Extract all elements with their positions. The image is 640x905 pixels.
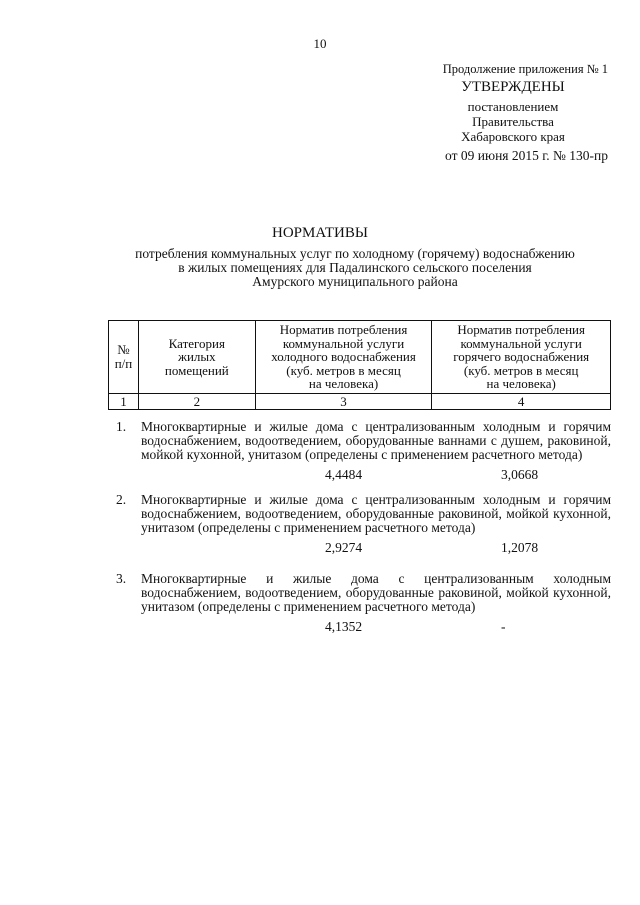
row-number: 2. [116, 492, 127, 507]
row-values [108, 468, 611, 486]
approval-line-3: Хабаровского края [461, 129, 565, 144]
row-description: Многоквартирные и жилые дома с централизованным холодным и горячим водоснабжением, водоотведением, оборудованные раковиной, мойкой кухонной, унитазом (определены с применением расчетного метода) [141, 492, 611, 535]
column-number-1: 1 [109, 393, 139, 410]
subtitle-line-1: потребления коммунальных услуг по холодному (горячему) водоснабжению [135, 246, 575, 261]
subtitle-line-3: Амурского муниципального района [252, 274, 458, 289]
row-number: 1. [116, 419, 127, 434]
row-description: Многоквартирные и жилые дома с централизованным холодным и горячим водоснабжением, водоотведением, оборудованные ваннами с душем, раковиной, мойкой кухонной, унитазом (определены с применением расчетного метода) [141, 419, 611, 462]
page-number: 10 [313, 36, 327, 51]
header-cold-norm: Норматив потребления коммунальной услуги холодного водоснабжения (куб. метров в месяц на человека) [255, 321, 432, 394]
cold-water-norm: 4,4484 [325, 467, 363, 482]
approval-date: от 09 июня 2015 г. № 130-пр [445, 148, 608, 163]
column-number-3: 3 [255, 393, 432, 410]
row-number: 3. [116, 571, 127, 586]
header-number: № п/п [109, 321, 139, 394]
row-values [108, 541, 611, 559]
table-row [108, 572, 611, 638]
row-description: Многоквартирные и жилые дома с централизованным холодным водоснабжением, водоотведением, оборудованные раковиной, мойкой кухонной, унитазом (определены с применением расчетного метода) [141, 571, 611, 614]
approved-heading: УТВЕРЖДЕНЫ [461, 79, 565, 95]
norms-table-header [108, 320, 611, 410]
document-subtitle [90, 247, 620, 289]
hot-water-norm: 1,2078 [501, 540, 539, 555]
approval-block [418, 62, 608, 163]
header-hot-norm: Норматив потребления коммунальной услуги горячего водоснабжения (куб. метров в месяц на человека) [432, 321, 611, 394]
cold-water-norm: 4,1352 [325, 619, 363, 634]
document-title: НОРМАТИВЫ [272, 225, 368, 241]
appendix-continuation: Продолжение приложения № 1 [442, 62, 608, 76]
cold-water-norm: 2,9274 [325, 540, 363, 555]
subtitle-line-2: в жилых помещениях для Падалинского сельского поселения [178, 260, 532, 275]
header-category: Категория жилых помещений [138, 321, 255, 394]
table-row [108, 420, 611, 486]
table-row [108, 493, 611, 559]
approval-line-2: Правительства [472, 114, 554, 129]
hot-water-norm: 3,0668 [501, 467, 539, 482]
row-values [108, 620, 611, 638]
hot-water-norm: - [501, 619, 506, 634]
column-number-4: 4 [432, 393, 611, 410]
approval-line-1: постановлением [467, 99, 559, 114]
column-number-2: 2 [138, 393, 255, 410]
